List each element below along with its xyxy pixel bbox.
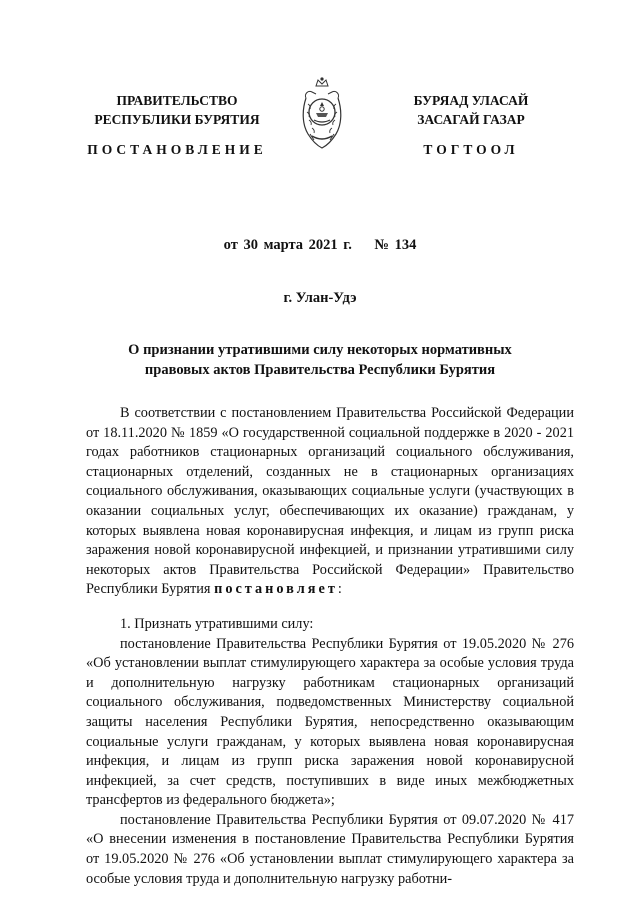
document-date: от 30 марта 2021 г.: [223, 237, 352, 253]
coat-of-arms-icon: [296, 76, 348, 150]
clause-1-paragraph: 1. Признать утратившими силу:: [120, 615, 314, 632]
resolves-keyword: постановляет: [214, 581, 338, 598]
document-type-russian: ПОСТАНОВЛЕНИЕ: [87, 142, 267, 157]
document-type-buryat: ТОГТООЛ: [423, 142, 519, 157]
issuer-name-russian: [82, 91, 272, 129]
preamble-text: В соответствии с постановлением Правительства Российской Федерации от 18.11.2020 № 1859 «О государственной социальной поддержке в 2020 - 2021 годах работников стационарных организаций социального обслуживания, стационарных отделений, созданных не в стационарных организациях социального обслуживания, оказывающих социальные услуги (участвующих в оказании социальных услуг, обеспечивающих их оказание) гражданам, у которых выявлена новая коронавирусная инфекция, и лицам из групп риска заражения новой коронавирусной инфекцией, и признании утратившими силу некоторых актов Правительства Российской Федерации» Правительство Республики Бурятия: [86, 405, 574, 598]
title-line-1: О признании утратившими силу некоторых нормативных: [128, 342, 512, 358]
repealed-act-2-paragraph: постановление Правительства Республики Бурятия от 09.07.2020 № 417 «О внесении изменения в постановление Правительства Республики Бурятия от 19.05.2020 № 276 «Об установлении выплат стимулирующего характера за особые условия труда и дополнительную нагрузку работни-: [86, 811, 574, 887]
document-title: [100, 340, 540, 380]
preamble-end: :: [337, 581, 342, 598]
repealed-act-1-paragraph: постановление Правительства Республики Бурятия от 19.05.2020 № 276 «Об установлении выплат стимулирующего характера за особые условия труда и дополнительную нагрузку работникам стационарных организаций социального обслуживания, подведомственных Министерству социальной защиты населения Республики Бурятия, непосредственно оказывающим социальные услуги гражданам, у которых выявлена новая коронавирусная инфекция, и лицам из групп риска заражения новой коронавирусной инфекцией, за счет средств, поступивших в виде иных межбюджетных трансфертов из федерального бюджета»;: [86, 635, 574, 809]
document-number: № 134: [374, 237, 417, 253]
issuer-line-1: ПРАВИТЕЛЬСТВО: [116, 93, 238, 108]
preamble-paragraph: [86, 404, 574, 600]
document-date-number: [0, 237, 640, 254]
issuer-name-buryat: [376, 91, 566, 129]
issuer-buryat-line-1: БУРЯАД УЛАСАЙ: [413, 93, 529, 108]
issuer-buryat-line-2: ЗАСАГАЙ ГАЗАР: [417, 112, 525, 127]
issuer-line-2: РЕСПУБЛИКИ БУРЯТИЯ: [94, 112, 260, 127]
title-line-2: правовых актов Правительства Республики Бурятия: [144, 362, 496, 378]
document-city: г. Улан-Удэ: [283, 290, 357, 306]
document-body: [86, 404, 574, 889]
